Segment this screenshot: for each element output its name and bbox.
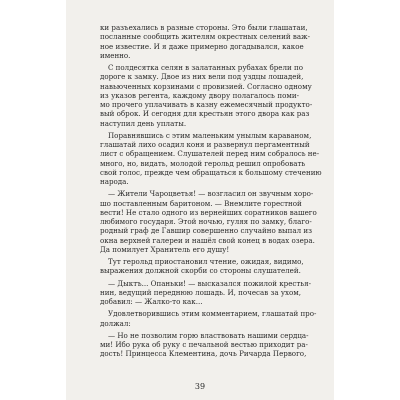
- text-line: посланные сообщить жителям окрестных селений важ-: [100, 32, 310, 42]
- text-line: Поравнявшись с этим маленьким унылым караваном,: [108, 130, 312, 140]
- text-line: навьюченных корзинами с провизией. Согласно одному: [100, 81, 312, 91]
- text-line: Да помилует Хранитель его душу!: [100, 244, 230, 254]
- paragraph: [100, 330, 309, 359]
- text-line: глашатай лихо осадил коня и развернул пергаментный: [100, 140, 310, 149]
- text-line: родный граф де Гавшир совершенно случайно выпал из: [100, 226, 312, 236]
- page-number: 39: [194, 382, 206, 391]
- text-line: любимого государя. Этой ночью, гуляя по замку, благо-: [100, 217, 312, 226]
- text-line: ное известие. И я даже примерно догадывался, какое: [100, 41, 304, 51]
- text-line: должал:: [100, 318, 131, 328]
- text-line: ки разъехались в разные стороны. Это были глашатаи,: [100, 23, 308, 32]
- text-line: мо прочего уплачивать в казну ежемесячный продукто-: [100, 100, 313, 109]
- body-text: [100, 23, 322, 359]
- paragraph: [100, 23, 310, 60]
- text-line: дороге к замку. Двое из них вели под уздцы лошадей,: [100, 72, 304, 82]
- text-line: нин, ведущий переднюю лошадь. И, почесав за ухом,: [100, 287, 302, 297]
- text-line: много, но, видать, молодой герольд решил опробовать: [100, 158, 306, 168]
- paragraph: [100, 189, 317, 254]
- text-line: именно.: [100, 50, 131, 60]
- paragraph: [100, 278, 312, 307]
- paragraph: [100, 130, 322, 187]
- text-line: свой голос, прежде чем обращаться к большому стечению: [100, 167, 322, 177]
- text-line: — Дыктъ... Опаньки! — высказался пожилой крестья-: [108, 278, 312, 288]
- text-line: Тут герольд приостановил чтение, ожидая, видимо,: [108, 257, 304, 266]
- text-line: народа.: [100, 177, 129, 186]
- text-line: лист с обращением. Слушателей перед ним собралось не-: [100, 149, 320, 159]
- text-line: шо поставленным баритоном. — Внемлите горестной: [100, 198, 302, 208]
- paragraph: [100, 257, 304, 276]
- text-line: ми! Ибо рука об руку с печальной вестью приходит ра-: [100, 340, 308, 349]
- text-line: выражения должной скорби со стороны слушателей.: [100, 266, 301, 276]
- text-line: дость! Принцесса Клементина, дочь Ричарда Первого,: [100, 349, 307, 359]
- text-line: С полдесятка селян в залатанных рубахах брели по: [108, 63, 303, 72]
- text-line: из указов регента, каждому двору полагалось поми-: [100, 90, 299, 100]
- text-line: — Но не позволим горю властвовать нашими сердца-: [108, 330, 309, 340]
- text-line: добавил: — Жалко-то как...: [100, 297, 203, 306]
- text-line: Удовлетворившись этим комментарием, глашатай про-: [108, 309, 317, 319]
- paragraph: [100, 63, 313, 128]
- paragraph: [100, 309, 317, 328]
- text-line: вый оброк. И сегодня для крестьян этого двора как раз: [100, 109, 310, 119]
- text-line: наступил день уплаты.: [100, 118, 187, 128]
- text-line: вести! Не стало одного из вернейших соратников вашего: [100, 207, 317, 217]
- text-line: окна верхней галереи и нашёл свой конец в водах озера.: [100, 235, 315, 245]
- text-line: — Жители Чароцветья! — возгласил он звучным хоро-: [108, 189, 314, 199]
